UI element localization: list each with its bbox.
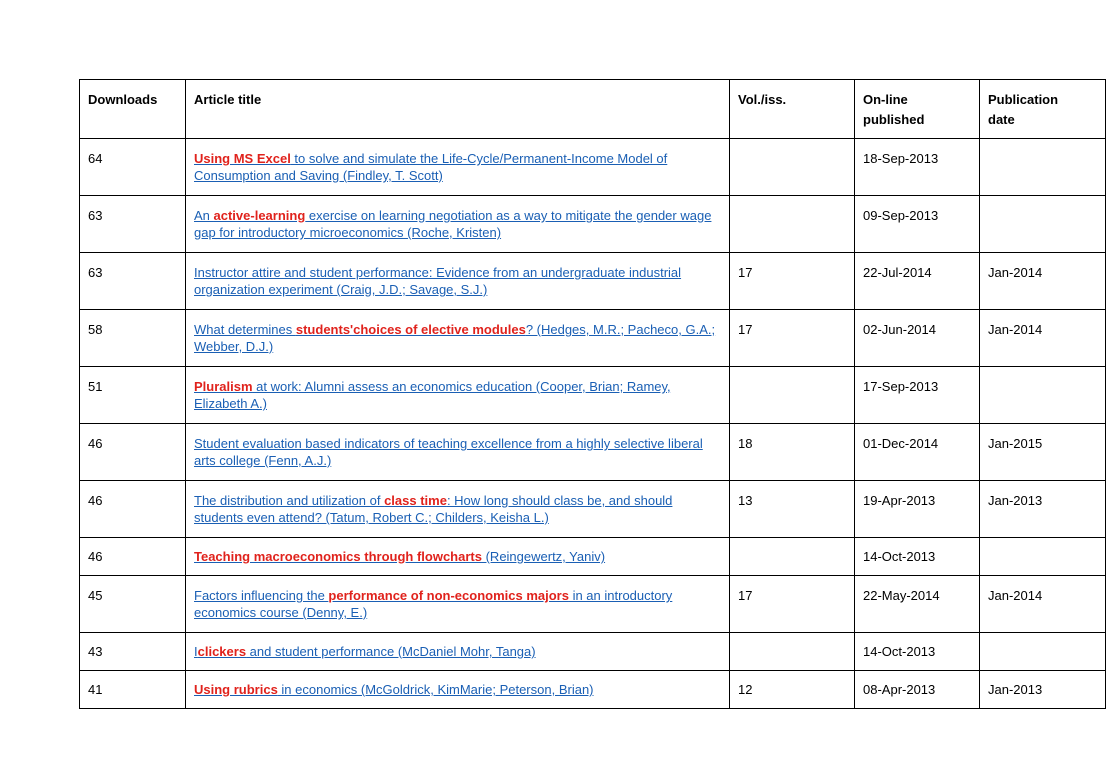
title-text: and student performance (McDaniel Mohr, Tanga) <box>246 644 536 659</box>
cell-vol-iss: 13 <box>730 481 855 538</box>
cell-online-published: 19-Apr-2013 <box>855 481 980 538</box>
title-text: Instructor attire and student performance: Evidence from an undergraduate industrial organization experiment (Craig, J.D.; Savage, S.J.) <box>194 265 682 297</box>
table-row <box>80 196 1106 253</box>
cell-downloads: 41 <box>80 671 186 709</box>
title-highlight: active-learning <box>213 208 306 223</box>
title-text: in economics (McGoldrick, KimMarie; Peterson, Brian) <box>277 682 594 697</box>
article-title-link[interactable] <box>194 265 681 297</box>
cell-online-published: 14-Oct-2013 <box>855 633 980 671</box>
title-highlight: Pluralism <box>194 379 253 394</box>
title-text: ? (Hedges, M.R.; Pacheco, G.A.; Webber, D.J.) <box>194 322 716 354</box>
cell-publication-date <box>980 538 1106 576</box>
title-highlight: performance of non-economics majors <box>328 588 569 603</box>
header-pub-line1: Publication <box>988 92 1059 107</box>
title-text: (Reingewertz, Yaniv) <box>481 549 606 564</box>
downloads-table <box>79 79 1106 709</box>
cell-online-published: 14-Oct-2013 <box>855 538 980 576</box>
title-text: The distribution and utilization of <box>194 493 385 508</box>
title-highlight: Using rubrics <box>194 682 278 697</box>
title-text: : How long should class be, and should students even attend? (Tatum, Robert C.; Childers, Keisha L.) <box>194 493 673 525</box>
title-text: Student evaluation based indicators of teaching excellence from a highly selective liberal arts college (Fenn, A.J.) <box>194 436 703 468</box>
cell-online-published: 09-Sep-2013 <box>855 196 980 253</box>
cell-vol-iss <box>730 196 855 253</box>
cell-vol-iss <box>730 367 855 424</box>
header-online-published <box>855 80 980 139</box>
article-title-link[interactable] <box>194 208 711 240</box>
cell-article-title <box>186 196 730 253</box>
header-pub-line2: date <box>988 112 1015 127</box>
table-row <box>80 538 1106 576</box>
table-row <box>80 633 1106 671</box>
cell-online-published: 17-Sep-2013 <box>855 367 980 424</box>
cell-vol-iss <box>730 538 855 576</box>
cell-publication-date: Jan-2014 <box>980 576 1106 633</box>
cell-downloads: 51 <box>80 367 186 424</box>
title-highlight: Using MS Excel <box>194 151 291 166</box>
cell-downloads: 46 <box>80 424 186 481</box>
cell-publication-date <box>980 139 1106 196</box>
header-article-title: Article title <box>186 80 730 139</box>
title-highlight: class time <box>384 493 447 508</box>
table-row <box>80 367 1106 424</box>
title-text: What determines <box>194 322 296 337</box>
title-highlight: students'choices of elective modules <box>295 322 526 337</box>
cell-downloads: 58 <box>80 310 186 367</box>
cell-online-published: 22-May-2014 <box>855 576 980 633</box>
table-row <box>80 424 1106 481</box>
header-vol-iss: Vol./iss. <box>730 80 855 139</box>
title-text: Factors influencing the <box>194 588 329 603</box>
table-body <box>80 139 1106 709</box>
title-highlight: clickers <box>197 644 247 659</box>
cell-article-title <box>186 367 730 424</box>
cell-vol-iss: 17 <box>730 310 855 367</box>
table-row <box>80 576 1106 633</box>
article-title-link[interactable] <box>194 493 672 525</box>
cell-publication-date: Jan-2013 <box>980 671 1106 709</box>
cell-online-published: 02-Jun-2014 <box>855 310 980 367</box>
title-text: exercise on learning negotiation as a way to mitigate the gender wage gap for introductory microeconomics (Roche, Kristen) <box>194 208 712 240</box>
cell-article-title <box>186 424 730 481</box>
cell-downloads: 64 <box>80 139 186 196</box>
title-text: in an introductory economics course (Denny, E.) <box>194 588 673 620</box>
article-title-link[interactable] <box>194 322 715 354</box>
cell-online-published: 22-Jul-2014 <box>855 253 980 310</box>
header-publication-date <box>980 80 1106 139</box>
cell-article-title <box>186 576 730 633</box>
cell-article-title <box>186 139 730 196</box>
title-text: to solve and simulate the Life-Cycle/Permanent-Income Model of Consumption and Saving (Findley, T. Scott) <box>194 151 668 183</box>
title-text: I <box>194 644 198 659</box>
article-title-link[interactable] <box>194 588 672 620</box>
cell-downloads: 46 <box>80 538 186 576</box>
cell-article-title <box>186 253 730 310</box>
cell-publication-date <box>980 633 1106 671</box>
cell-downloads: 43 <box>80 633 186 671</box>
header-online-line1: On-line <box>863 92 908 107</box>
cell-publication-date <box>980 196 1106 253</box>
header-downloads: Downloads <box>80 80 186 139</box>
cell-publication-date: Jan-2014 <box>980 253 1106 310</box>
cell-online-published: 01-Dec-2014 <box>855 424 980 481</box>
table-row <box>80 253 1106 310</box>
article-title-link[interactable] <box>194 379 671 411</box>
article-title-link[interactable] <box>194 436 703 468</box>
cell-publication-date: Jan-2014 <box>980 310 1106 367</box>
table-row <box>80 671 1106 709</box>
cell-article-title <box>186 538 730 576</box>
cell-publication-date: Jan-2013 <box>980 481 1106 538</box>
cell-publication-date <box>980 367 1106 424</box>
cell-article-title <box>186 633 730 671</box>
header-online-line2: published <box>863 112 925 127</box>
title-text: at work: Alumni assess an economics education (Cooper, Brian; Ramey, Elizabeth A.) <box>194 379 671 411</box>
title-highlight: Teaching macroeconomics through flowcharts <box>194 549 482 564</box>
article-title-link[interactable] <box>194 151 667 183</box>
table-row <box>80 481 1106 538</box>
cell-downloads: 63 <box>80 196 186 253</box>
article-title-link[interactable] <box>194 644 536 659</box>
cell-vol-iss: 17 <box>730 576 855 633</box>
cell-article-title <box>186 671 730 709</box>
table-row <box>80 139 1106 196</box>
table-header-row <box>80 80 1106 139</box>
cell-vol-iss: 12 <box>730 671 855 709</box>
cell-vol-iss: 17 <box>730 253 855 310</box>
cell-downloads: 46 <box>80 481 186 538</box>
cell-article-title <box>186 310 730 367</box>
cell-vol-iss <box>730 139 855 196</box>
title-text: An <box>194 208 214 223</box>
article-title-link[interactable] <box>194 549 605 564</box>
cell-article-title <box>186 481 730 538</box>
cell-downloads: 45 <box>80 576 186 633</box>
cell-vol-iss: 18 <box>730 424 855 481</box>
cell-vol-iss <box>730 633 855 671</box>
table-row <box>80 310 1106 367</box>
cell-downloads: 63 <box>80 253 186 310</box>
cell-online-published: 08-Apr-2013 <box>855 671 980 709</box>
article-title-link[interactable] <box>194 682 594 697</box>
cell-online-published: 18-Sep-2013 <box>855 139 980 196</box>
cell-publication-date: Jan-2015 <box>980 424 1106 481</box>
